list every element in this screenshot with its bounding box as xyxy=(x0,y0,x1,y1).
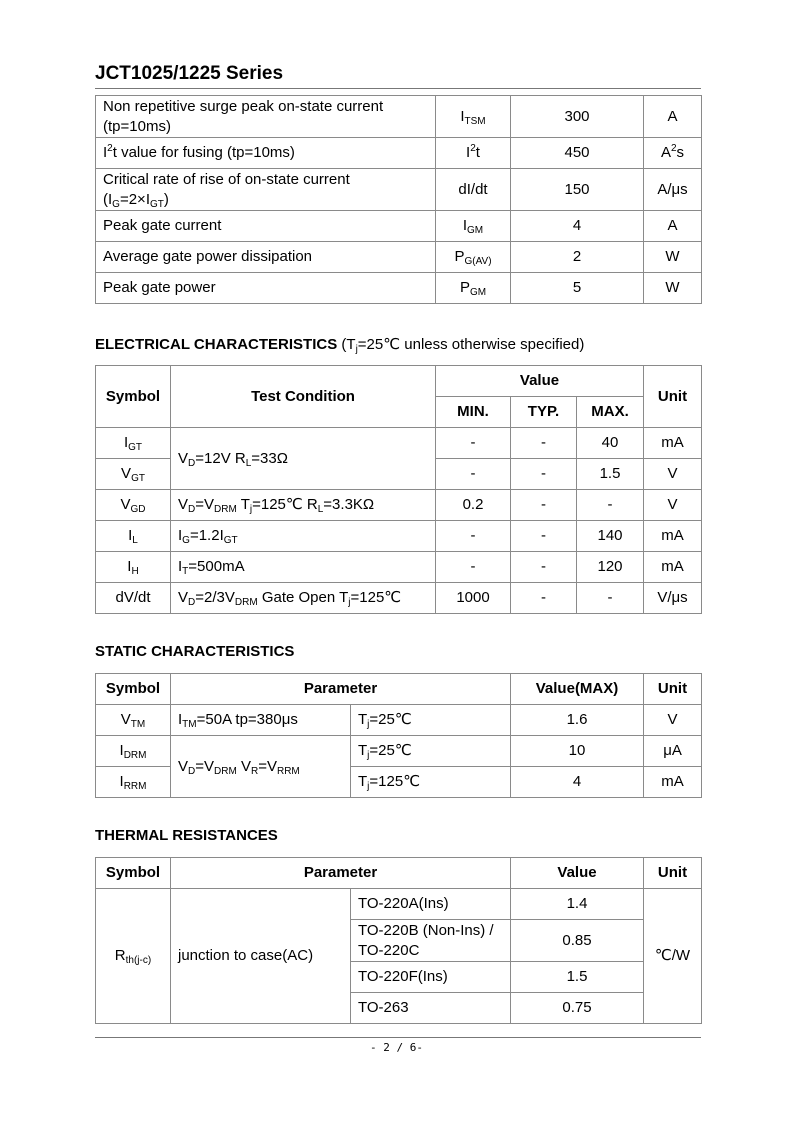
thermal-table xyxy=(95,857,702,1024)
header-row xyxy=(96,366,702,397)
min-cell: 0.2 xyxy=(436,490,511,521)
col-header-test-condition: Test Condition xyxy=(171,366,436,428)
condition-cell: $V_D=2/3V_{DRM}$ Gate Open $T_j=125℃$ xyxy=(171,583,436,614)
symbol-cell: $V_{GT}$ xyxy=(96,459,171,490)
footer-rule xyxy=(95,1037,701,1038)
temperature-cell: $T_j=25℃$ xyxy=(351,705,511,736)
static-table xyxy=(95,673,702,798)
col-header-symbol: Symbol xyxy=(96,858,171,889)
unit-cell: ℃/W xyxy=(644,889,702,1024)
table-row xyxy=(96,169,702,211)
value-cell: 2 xyxy=(511,242,644,273)
max-cell: 1.5 xyxy=(577,459,644,490)
typ-cell: - xyxy=(511,459,577,490)
value-cell: 0.75 xyxy=(511,993,644,1024)
unit-cell: V xyxy=(644,490,702,521)
unit-cell: V xyxy=(644,459,702,490)
min-cell: - xyxy=(436,521,511,552)
condition-cell: $I_G=1.2I_{GT}$ xyxy=(171,521,436,552)
min-cell: 1000 xyxy=(436,583,511,614)
unit-cell: W xyxy=(644,242,702,273)
value-cell: 10 xyxy=(511,736,644,767)
param-cell: junction to case(AC) xyxy=(171,889,351,1024)
value-cell: 1.5 xyxy=(511,962,644,993)
param-cell: Non repetitive surge peak on-state current (tp=10ms) xyxy=(96,96,436,138)
table-row xyxy=(96,583,702,614)
col-header-min: MIN. xyxy=(436,397,511,428)
table-row xyxy=(96,242,702,273)
value-cell: 300 xyxy=(511,96,644,138)
col-header-value: Value xyxy=(436,366,644,397)
param-cell: Average gate power dissipation xyxy=(96,242,436,273)
symbol-cell: $R_{th(j-c)}$ xyxy=(96,889,171,1024)
param-cell: $I^2t$ value for fusing (tp=10ms) xyxy=(96,138,436,169)
max-cell: 140 xyxy=(577,521,644,552)
table-row xyxy=(96,428,702,459)
condition-cell: $V_D=V_{DRM}$ $T_j=125℃$ $R_L=3.3K\Omega$ xyxy=(171,490,436,521)
min-cell: - xyxy=(436,552,511,583)
col-header-value: Value xyxy=(511,858,644,889)
document-title: JCT1025/1225 Series xyxy=(95,63,284,84)
electrical-table xyxy=(95,365,702,614)
table-row xyxy=(96,521,702,552)
symbol-cell: $I_{TSM}$ xyxy=(436,96,511,138)
table-row xyxy=(96,96,702,138)
table-row xyxy=(96,138,702,169)
header-row xyxy=(96,674,702,705)
unit-cell: μA xyxy=(644,736,702,767)
typ-cell: - xyxy=(511,490,577,521)
unit-cell: A xyxy=(644,211,702,242)
value-cell: 5 xyxy=(511,273,644,304)
symbol-cell: $V_{GD}$ xyxy=(96,490,171,521)
value-cell: 150 xyxy=(511,169,644,211)
table-row xyxy=(96,889,702,920)
page-number: - 2 / 6- xyxy=(370,1041,423,1054)
unit-cell: A xyxy=(644,96,702,138)
package-cell: TO-220F(Ins) xyxy=(351,962,511,993)
typ-cell: - xyxy=(511,552,577,583)
unit-cell: mA xyxy=(644,552,702,583)
param-cell: Peak gate power xyxy=(96,273,436,304)
symbol-cell: $I_{GT}$ xyxy=(96,428,171,459)
value-cell: 0.85 xyxy=(511,920,644,962)
max-cell: - xyxy=(577,490,644,521)
header-rule xyxy=(95,88,701,89)
table-row xyxy=(96,705,702,736)
symbol-cell: $P_{GM}$ xyxy=(436,273,511,304)
package-cell: TO-220B (Non-Ins) / TO-220C xyxy=(351,920,511,962)
symbol-cell: $I_{DRM}$ xyxy=(96,736,171,767)
min-cell: - xyxy=(436,428,511,459)
unit-cell: $A^2s$ xyxy=(644,138,702,169)
param-cell: Critical rate of rise of on-state current $(I_G=2\times I_{GT})$ xyxy=(96,169,436,211)
symbol-cell: $I_{RRM}$ xyxy=(96,767,171,798)
symbol-cell: $I_{GM}$ xyxy=(436,211,511,242)
table-row xyxy=(96,490,702,521)
unit-cell: mA xyxy=(644,428,702,459)
symbol-cell: $I_H$ xyxy=(96,552,171,583)
condition-cell: $V_D=V_{DRM}$ $V_R=V_{RRM}$ xyxy=(171,736,351,798)
symbol-cell: dV/dt xyxy=(96,583,171,614)
ratings-table xyxy=(95,95,702,304)
condition-cell: $I_{TM}=50A$ tp=380μs xyxy=(171,705,351,736)
table-row xyxy=(96,211,702,242)
unit-cell: W xyxy=(644,273,702,304)
typ-cell: - xyxy=(511,521,577,552)
temperature-cell: $T_j=25℃$ xyxy=(351,736,511,767)
col-header-unit: Unit xyxy=(644,858,702,889)
col-header-value: Value(MAX) xyxy=(511,674,644,705)
typ-cell: - xyxy=(511,428,577,459)
package-cell: TO-263 xyxy=(351,993,511,1024)
symbol-cell: $I^2t$ xyxy=(436,138,511,169)
value-cell: 4 xyxy=(511,211,644,242)
value-cell: 1.4 xyxy=(511,889,644,920)
package-cell: TO-220A(Ins) xyxy=(351,889,511,920)
temperature-cell: $T_j=125℃$ xyxy=(351,767,511,798)
unit-cell: A/μs xyxy=(644,169,702,211)
value-cell: 4 xyxy=(511,767,644,798)
table-row xyxy=(96,736,702,767)
min-cell: - xyxy=(436,459,511,490)
symbol-cell: $V_{TM}$ xyxy=(96,705,171,736)
table-row xyxy=(96,273,702,304)
col-header-unit: Unit xyxy=(644,366,702,428)
col-header-parameter: Parameter xyxy=(171,674,511,705)
param-cell: Peak gate current xyxy=(96,211,436,242)
value-cell: 450 xyxy=(511,138,644,169)
header-row xyxy=(96,858,702,889)
max-cell: 120 xyxy=(577,552,644,583)
max-cell: 40 xyxy=(577,428,644,459)
col-header-symbol: Symbol xyxy=(96,366,171,428)
thermal-heading: THERMAL RESISTANCES xyxy=(95,827,278,844)
symbol-cell: $I_L$ xyxy=(96,521,171,552)
max-cell: - xyxy=(577,583,644,614)
unit-cell: V/μs xyxy=(644,583,702,614)
unit-cell: mA xyxy=(644,521,702,552)
electrical-heading: ELECTRICAL CHARACTERISTICS ($T_j=25℃$ unless otherwise specified) xyxy=(95,336,585,355)
col-header-typ: TYP. xyxy=(511,397,577,428)
symbol-cell: $P_{G(AV)}$ xyxy=(436,242,511,273)
condition-cell: $V_D=12V$ $R_L=33\Omega$ xyxy=(171,428,436,490)
col-header-parameter: Parameter xyxy=(171,858,511,889)
unit-cell: mA xyxy=(644,767,702,798)
unit-cell: V xyxy=(644,705,702,736)
typ-cell: - xyxy=(511,583,577,614)
value-cell: 1.6 xyxy=(511,705,644,736)
table-row xyxy=(96,552,702,583)
symbol-cell: dI/dt xyxy=(436,169,511,211)
col-header-symbol: Symbol xyxy=(96,674,171,705)
static-heading: STATIC CHARACTERISTICS xyxy=(95,643,295,660)
condition-cell: $I_T=500mA$ xyxy=(171,552,436,583)
col-header-unit: Unit xyxy=(644,674,702,705)
col-header-max: MAX. xyxy=(577,397,644,428)
